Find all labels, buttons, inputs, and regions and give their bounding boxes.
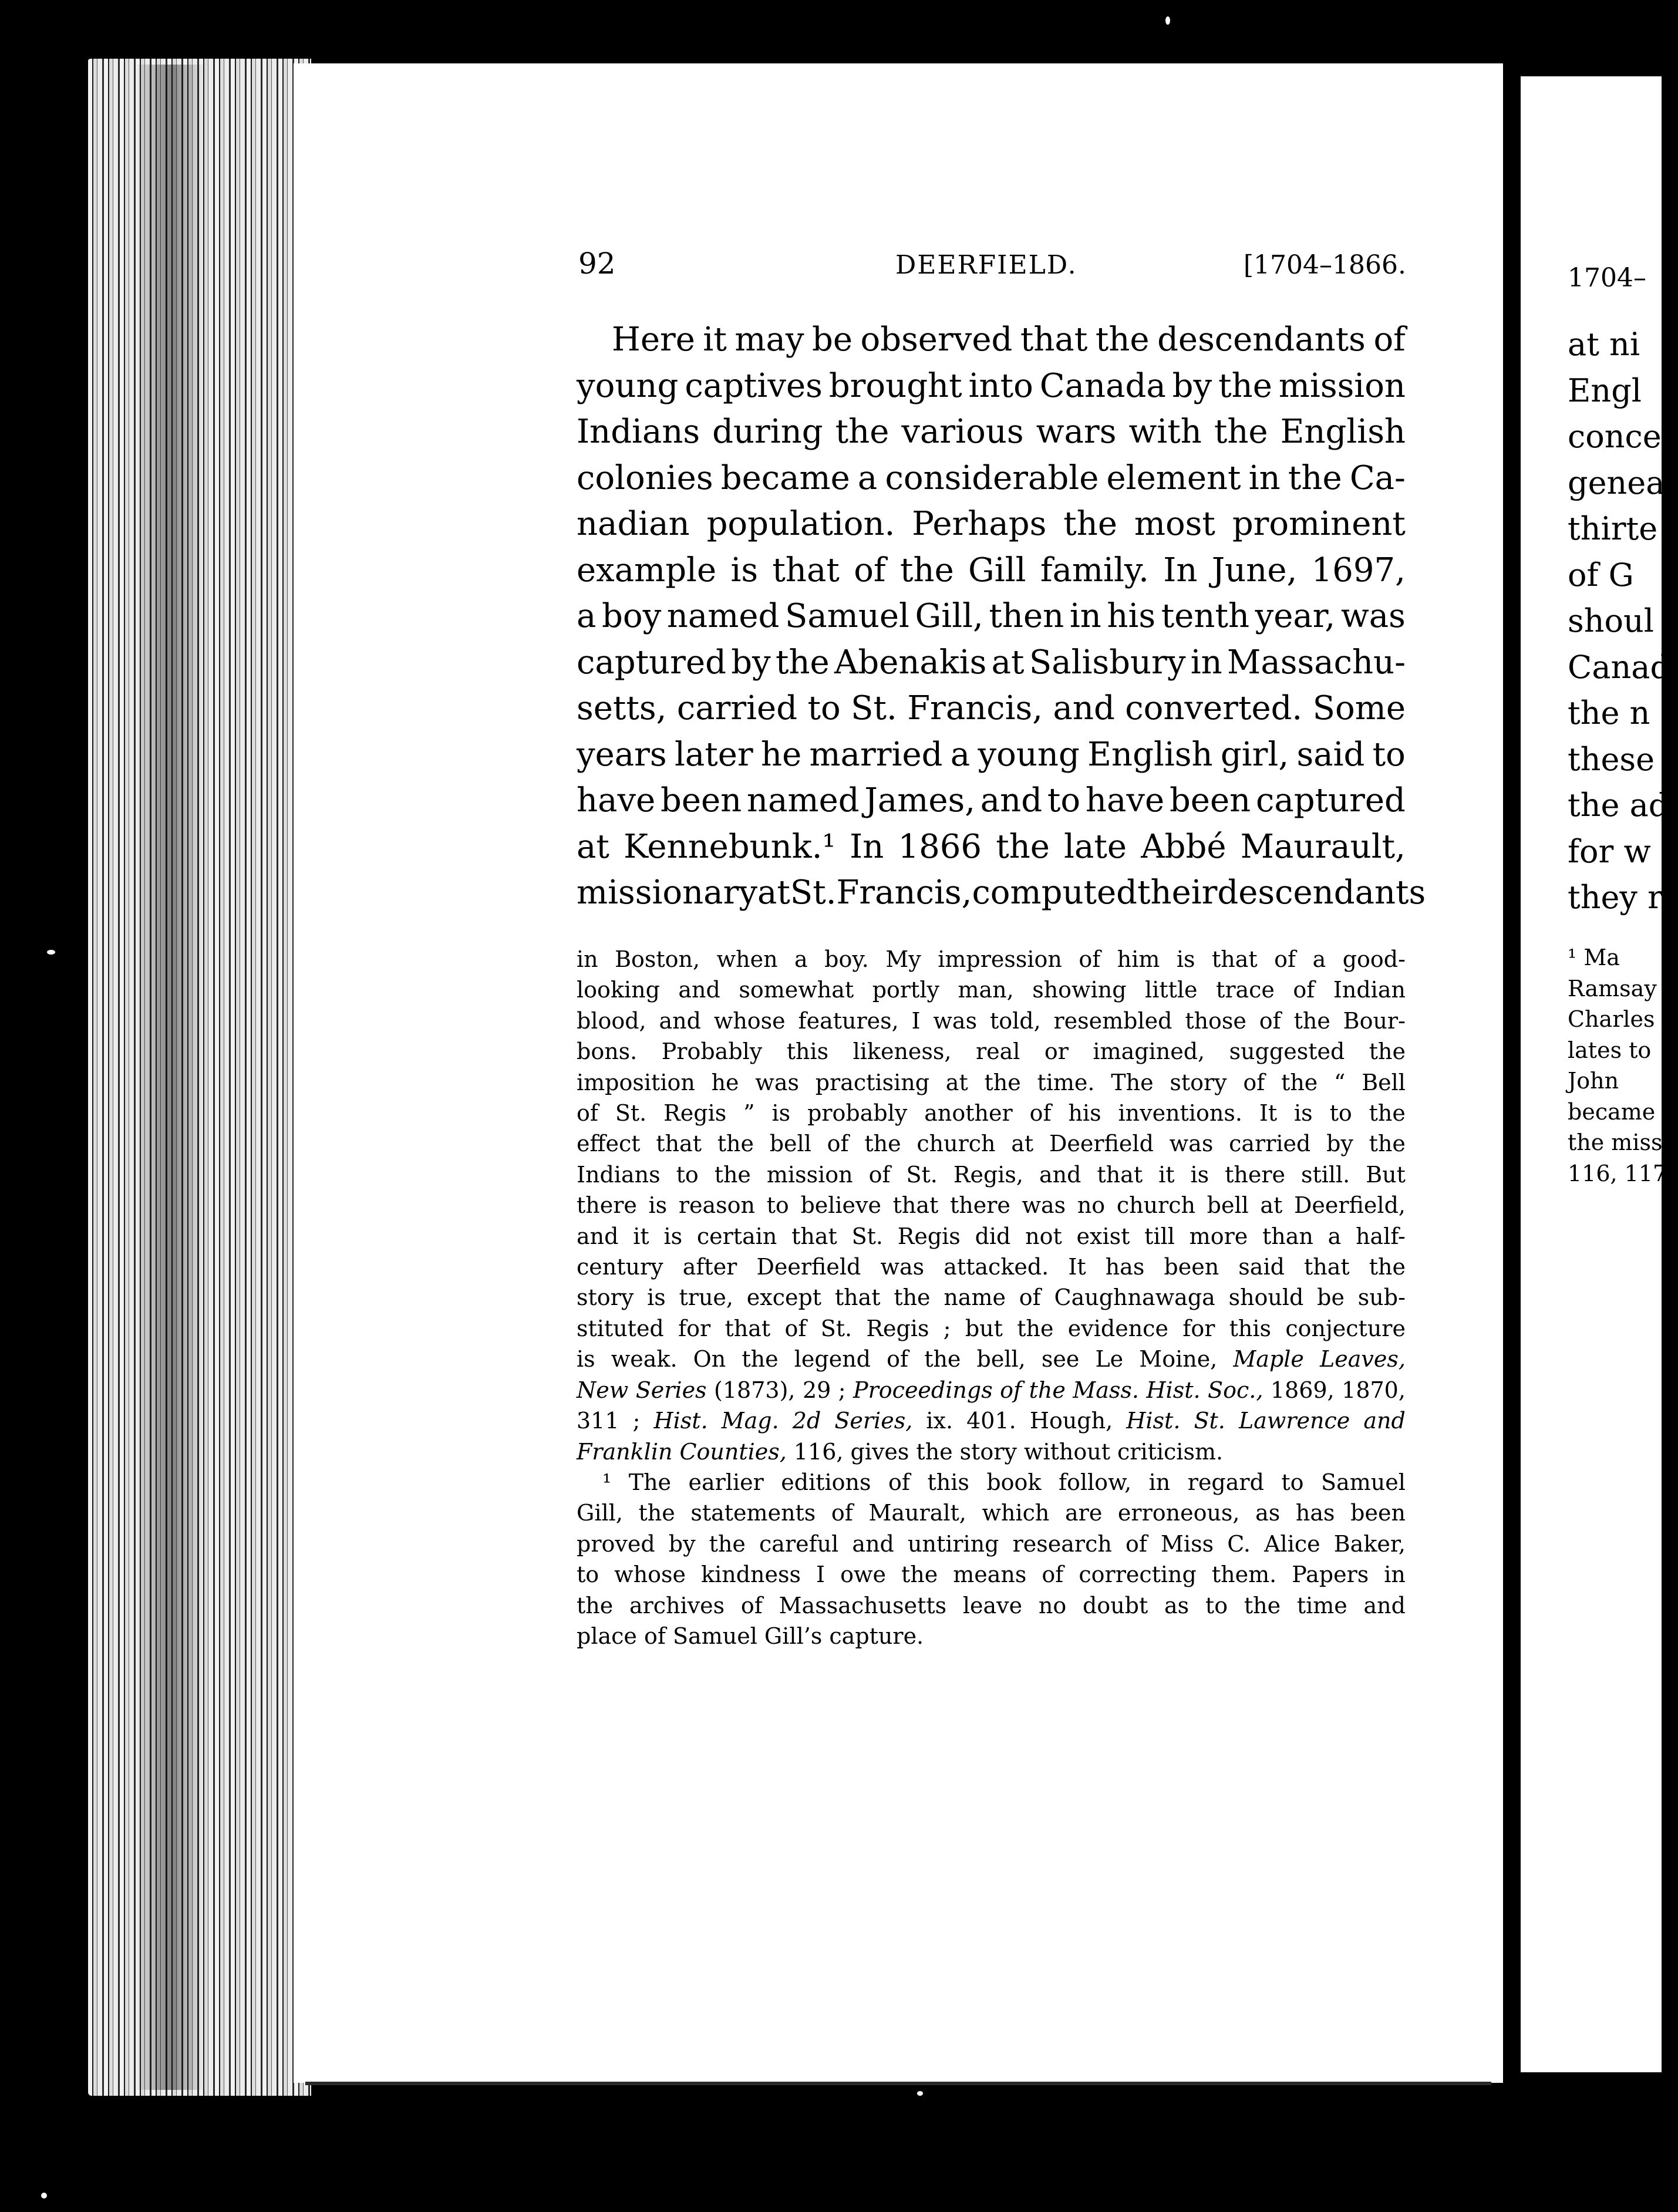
facing-body-line: thirte: [1568, 510, 1658, 547]
body-line: have been named James, and to have been captured: [577, 781, 1406, 820]
facing-body-line: genea: [1568, 464, 1665, 501]
footnote-line: in Boston, when a boy. My impression of him is that of a good-: [577, 946, 1406, 972]
facing-page-header: 1704–: [1568, 263, 1646, 293]
body-text: [577, 317, 1426, 916]
footnotes: [577, 944, 1406, 1651]
running-date-range: [1704–1866.: [1243, 250, 1406, 280]
facing-body-line: conce: [1568, 418, 1662, 455]
footnote-line: century after Deerfield was attacked. It has been said that the: [577, 1254, 1406, 1280]
facing-footnote-line: Ramsay: [1568, 975, 1657, 1002]
scan-speck: [47, 950, 55, 955]
footnote-line: ¹ The earlier editions of this book follow, in regard to Samuel: [602, 1469, 1406, 1495]
facing-footnote-line: 116, 117–: [1568, 1160, 1678, 1186]
facing-page-footnotes: [1568, 942, 1678, 1189]
footnote-line: proved by the careful and untiring research of Miss C. Alice Baker,: [577, 1530, 1406, 1557]
facing-footnote-line: Charles: [1568, 1006, 1655, 1032]
facing-body-line: the ad: [1568, 787, 1669, 824]
footnote-line: place of Samuel Gill’s capture.: [577, 1623, 924, 1649]
footnote-line: Gill, the statements of Mauralt, which are erroneous, as has been: [577, 1500, 1406, 1526]
body-line: a boy named Samuel Gill, then in his tenth year, was: [577, 597, 1406, 635]
footnote-line: stituted for that of St. Regis ; but the evidence for this conjecture: [577, 1315, 1406, 1341]
scan-speck: [917, 2091, 923, 2096]
scan-speck: [41, 2193, 47, 2198]
page-bottom-edge: [305, 2082, 1491, 2085]
facing-body-line: shoul: [1568, 602, 1655, 639]
footnote-line: story is true, except that the name of Caughnawaga should be sub-: [577, 1284, 1406, 1311]
footnote-line: and it is certain that St. Regis did not exist till more than a half-: [577, 1223, 1406, 1249]
footnote-line: to whose kindness I owe the means of correcting them. Papers in: [577, 1562, 1406, 1588]
facing-body-line: they r: [1568, 879, 1663, 916]
facing-body-line: the n: [1568, 694, 1650, 731]
footnote-line: Franklin Counties, 116, gives the story without criticism.: [577, 1438, 1224, 1465]
scan-speck: [1165, 16, 1170, 25]
body-line: at Kennebunk.¹ In 1866 the late Abbé Maurault,: [577, 827, 1406, 866]
body-line: nadian population. Perhaps the most prominent: [577, 505, 1406, 543]
facing-footnote-line: became: [1568, 1098, 1656, 1125]
footnote-line: 311 ; Hist. Mag. 2d Series, ix. 401. Hough, Hist. St. Lawrence and: [577, 1408, 1406, 1434]
running-head: [578, 247, 1406, 288]
body-line: captured by the Abenakis at Salisbury in Massachu-: [577, 643, 1406, 682]
footnote-line: is weak. On the legend of the bell, see Le Moine, Maple Leaves,: [577, 1346, 1406, 1373]
facing-body-line: for w: [1568, 832, 1651, 870]
footnote-line: New Series (1873), 29 ; Proceedings of the Mass. Hist. Soc., 1869, 1870,: [577, 1377, 1406, 1403]
footnote-line: bons. Probably this likeness, real or imagined, suggested the: [577, 1038, 1406, 1065]
footnote-line: Indians to the mission of St. Regis, and that it is there still. But: [577, 1161, 1406, 1188]
body-line: Indians during the various wars with the English: [577, 413, 1406, 451]
footnote-line: there is reason to believe that there was no church bell at Deerfield,: [577, 1192, 1406, 1219]
facing-footnote-line: the miss: [1568, 1129, 1663, 1155]
body-line: example is that of the Gill family. In June, 1697,: [577, 551, 1406, 589]
footnote-line: effect that the bell of the church at Deerfield was carried by the: [577, 1131, 1406, 1157]
footnote-line: imposition he was practising at the time. The story of the “ Bell: [577, 1069, 1406, 1095]
facing-footnote-line: ¹ Ma: [1568, 945, 1620, 970]
facing-body-line: these: [1568, 740, 1655, 778]
facing-footnote-line: John: [1568, 1068, 1619, 1094]
body-line: years later he married a young English girl, said to: [577, 735, 1406, 774]
footnote-line: the archives of Massachusetts leave no doubt as to the time and: [577, 1592, 1406, 1618]
body-line: young captives brought into Canada by the mission: [577, 366, 1406, 405]
facing-footnote-line: lates to: [1568, 1037, 1652, 1063]
footnote-line: of St. Regis ” is probably another of his inventions. It is to the: [577, 1100, 1406, 1127]
book-edge-shadow: [135, 65, 205, 2090]
body-line: setts, carried to St. Francis, and converted. Some: [577, 689, 1406, 727]
facing-page-body: [1568, 322, 1671, 921]
footnote-line: looking and somewhat portly man, showing little trace of Indian: [577, 977, 1406, 1003]
body-line: missionary at St. Francis, computed their descendants: [577, 874, 1426, 912]
body-line: Here it may be observed that the descendants of: [612, 321, 1406, 359]
footnote-line: blood, and whose features, I was told, resembled those of the Bour-: [577, 1007, 1406, 1034]
facing-body-line: of G: [1568, 556, 1634, 594]
facing-body-line: Engl: [1568, 372, 1642, 409]
running-title: DEERFIELD.: [895, 250, 1077, 280]
page-number: 92: [578, 247, 616, 281]
body-line: colonies became a considerable element in the Ca-: [577, 458, 1406, 497]
facing-body-line: Canad: [1568, 648, 1671, 686]
facing-body-line: at ni: [1568, 326, 1640, 363]
